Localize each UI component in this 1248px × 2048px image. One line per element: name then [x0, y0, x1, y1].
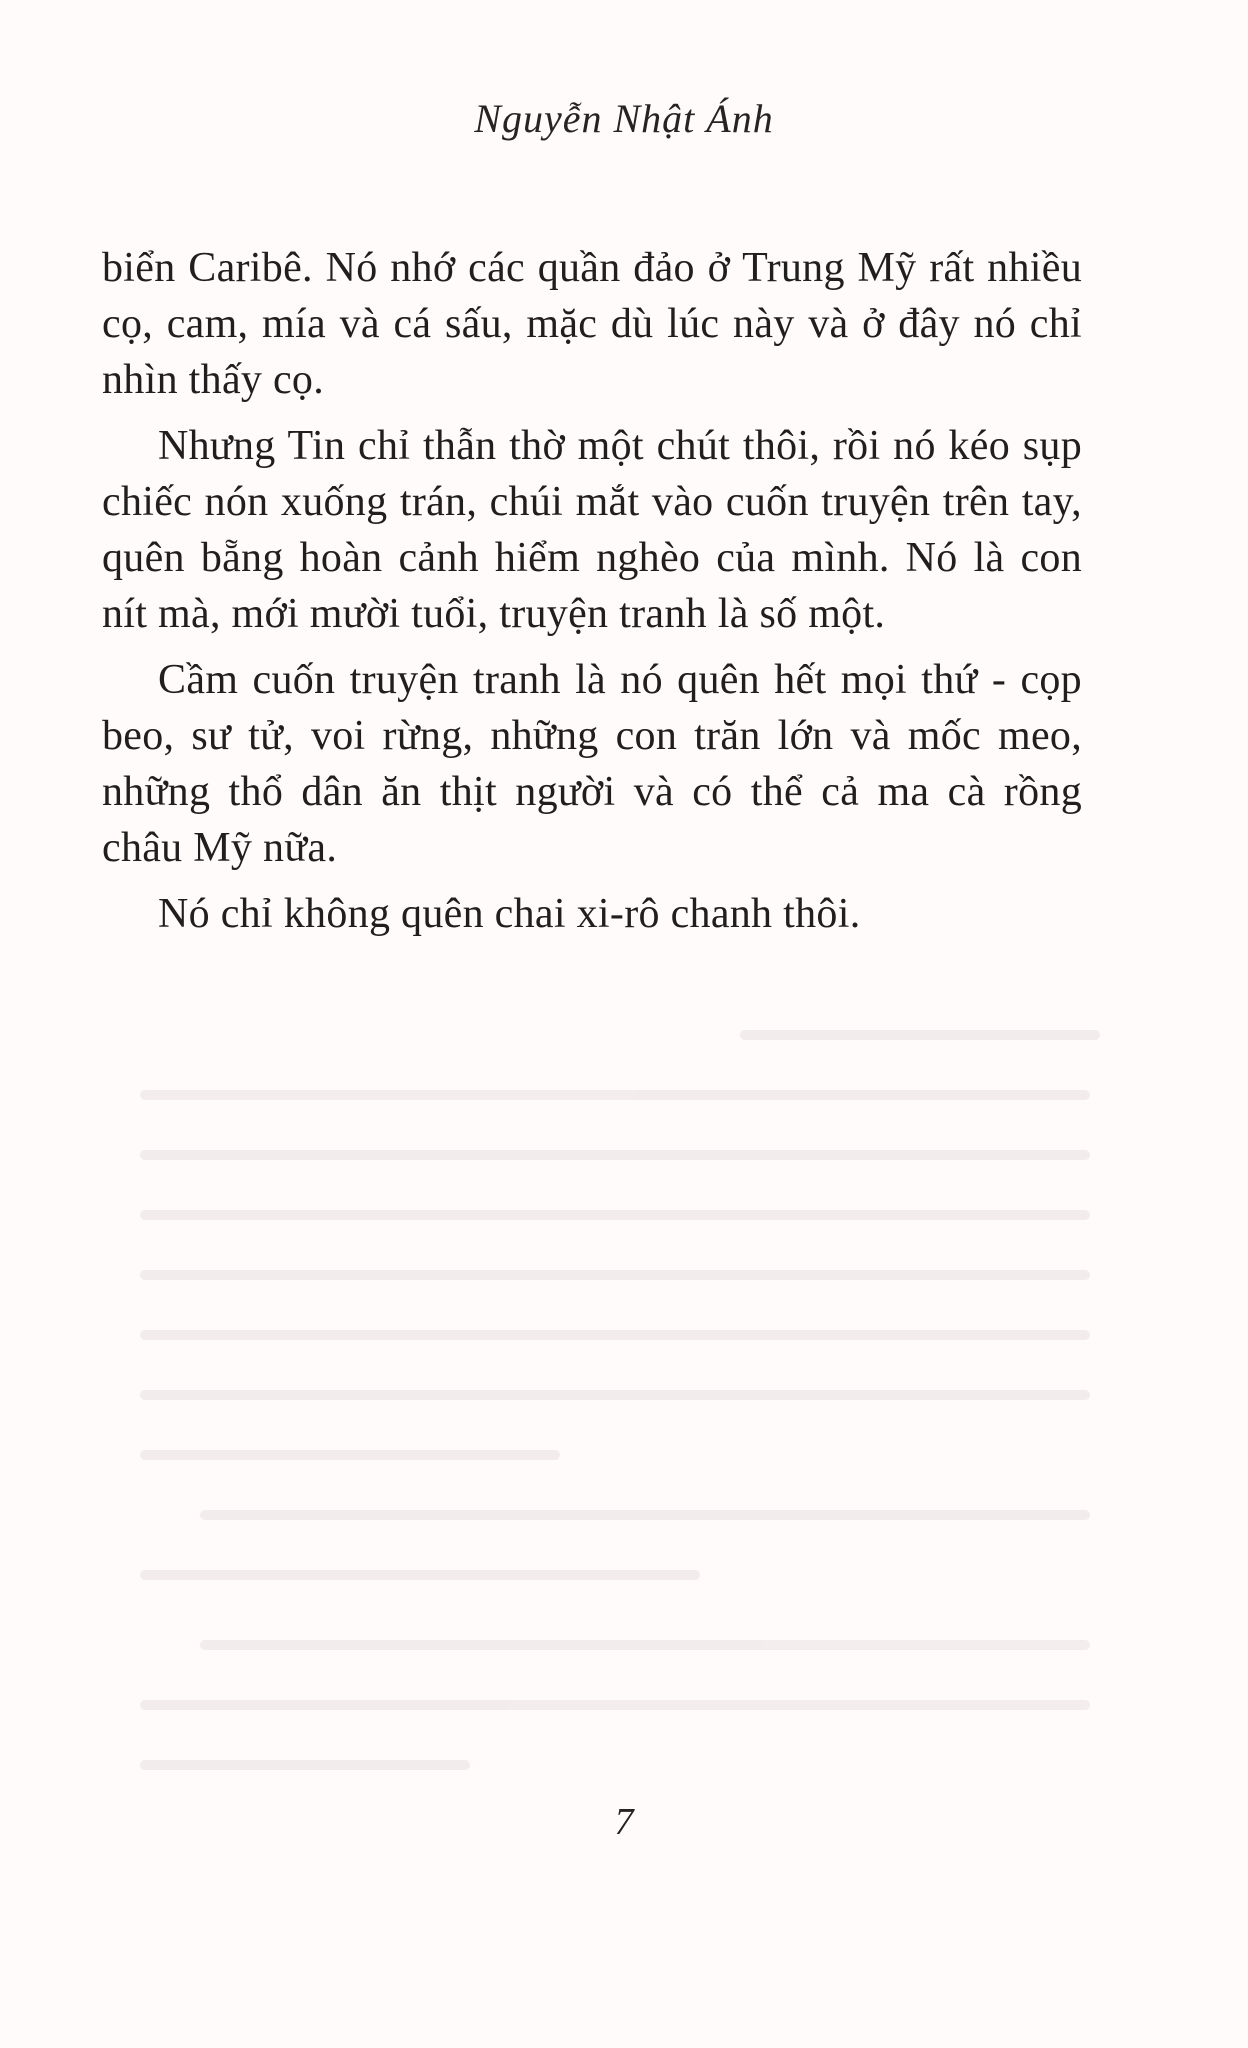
page-number: 7 — [614, 1801, 634, 1843]
running-head-author: Nguyễn Nhật Ánh — [474, 96, 774, 141]
paragraph: Cầm cuốn truyện tranh là nó quên hết mọi thứ - cọp beo, sư tử, voi rừng, những con trăn lớn và mốc meo, những thổ dân ăn thịt người và có thể cả ma cà rồng châu Mỹ nữa. — [102, 657, 1082, 871]
body-text — [102, 240, 1082, 952]
paragraph: Nó chỉ không quên chai xi-rô chanh thôi. — [158, 891, 861, 937]
paragraph: Nhưng Tin chỉ thẫn thờ một chút thôi, rồi nó kéo sụp chiếc nón xuống trán, chúi mắt vào cuốn truyện trên tay, quên bẵng hoàn cảnh hiểm nghèo của mình. Nó là con nít mà, mới mười tuổi, truyện tranh là số một. — [102, 423, 1082, 637]
paragraph: biển Caribê. Nó nhớ các quần đảo ở Trung Mỹ rất nhiều cọ, cam, mía và cá sấu, mặc dù lúc này và ở đây nó chỉ nhìn thấy cọ. — [102, 245, 1082, 403]
